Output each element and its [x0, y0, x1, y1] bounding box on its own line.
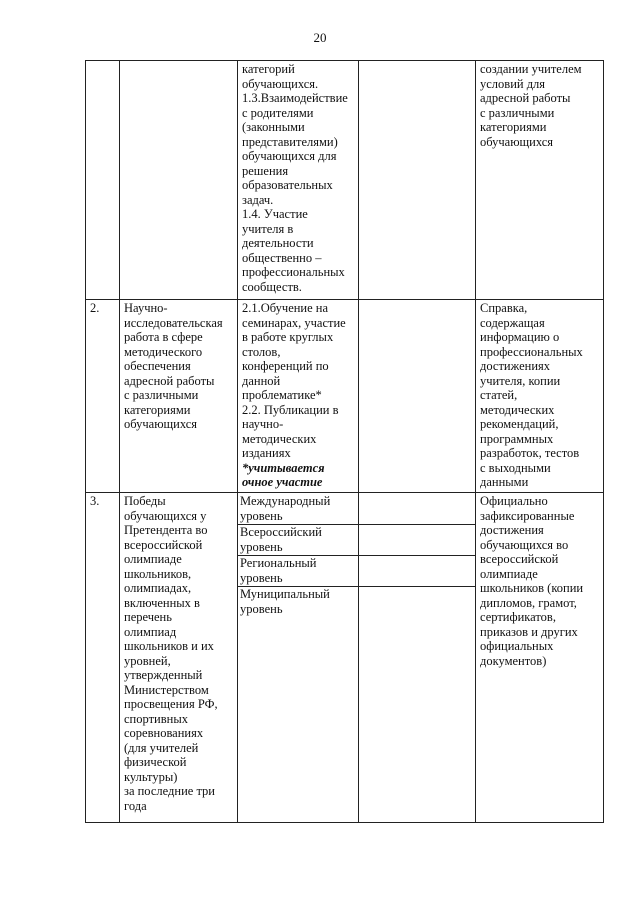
page-number: 20: [313, 30, 327, 45]
table-row: [86, 493, 604, 823]
evidence-text: Официально зафиксированные достижения обучающихся во всероссийской олимпиаде школьников (копии дипломов, грамот, сертификатов, приказов и других официальных документов): [480, 494, 584, 668]
row-number-cell: 3.: [86, 493, 120, 823]
criterion-text: Научно- исследовательская работа в сфере методического обеспечения адресной работы с различными категориями обучающихся: [124, 301, 223, 431]
indicators-cell: [238, 300, 359, 493]
row-number-cell: [86, 61, 120, 300]
points-slot: [359, 587, 475, 617]
row-number-cell: 2.: [86, 300, 120, 493]
indicators-text: категорий обучающихся. 1.3.Взаимодействие с родителями (законными представителями) обучающихся для решения образовательных задач. 1.4. Участие учителя в деятельности общественно – профессиональных сообществ.: [242, 62, 348, 294]
table-row: [86, 300, 604, 493]
footnote-text: *учитывается очное участие: [242, 460, 325, 489]
evidence-text: Справка, содержащая информацию о профессиональных достижениях учителя, копии статей, методических рекомендаций, программных разработок, тестов с выходными данными: [480, 301, 583, 489]
points-cell: [359, 493, 476, 823]
level-national: Всероссийский уровень: [238, 525, 358, 556]
points-cell: [359, 61, 476, 300]
level-regional: Региональный уровень: [238, 556, 358, 587]
criterion-cell: [120, 61, 238, 300]
points-slot: [359, 525, 475, 556]
criterion-cell: [120, 493, 238, 823]
table-row: [86, 61, 604, 300]
levels-cell: [238, 493, 359, 823]
points-slot: [359, 556, 475, 587]
indicators-text: 2.1.Обучение на семинарах, участие в работе круглых столов, конференций по данной проблематике* 2.2. Публикации в научно- методических изданиях: [242, 301, 346, 460]
points-cell: [359, 300, 476, 493]
indicators-cell: [238, 61, 359, 300]
criteria-table: [85, 60, 604, 823]
points-slot: [359, 494, 475, 525]
level-municipal: Муниципальный уровень: [240, 587, 330, 616]
evidence-cell: [476, 300, 604, 493]
evidence-cell: [476, 61, 604, 300]
evidence-cell: [476, 493, 604, 823]
criterion-text: Победы обучающихся у Претендента во всероссийской олимпиаде школьников, олимпиадах, включенных в перечень олимпиад школьников и их уровней, утвержденный Министерством просвещения РФ, спортивных соревнованиях (для учителей физической культуры) за последние три года: [124, 494, 218, 813]
criterion-cell: [120, 300, 238, 493]
evidence-text: создании учителем условий для адресной работы с различными категориями обучающихся: [480, 62, 582, 149]
level-international: Международный уровень: [238, 494, 358, 525]
